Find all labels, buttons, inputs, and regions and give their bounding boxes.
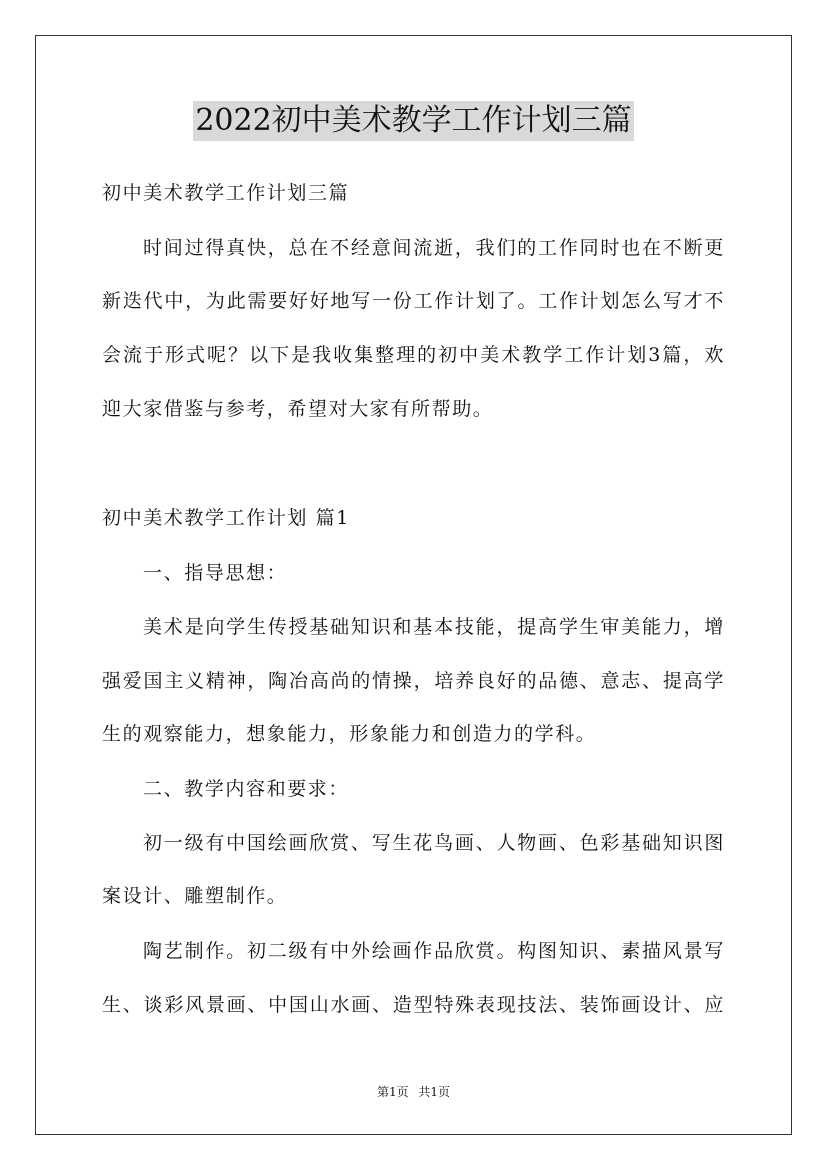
document-subtitle: 初中美术教学工作计划三篇: [102, 182, 350, 204]
part2-line: 案设计、雕塑制作。: [102, 885, 288, 907]
section-heading: 初中美术教学工作计划 篇1: [102, 507, 350, 529]
intro-line: 会流于形式呢？以下是我收集整理的初中美术教学工作计划3篇，欢: [102, 344, 725, 366]
page-footer: [0, 1084, 827, 1100]
part2-line: 初一级有中国绘画欣赏、写生花鸟画、人物画、色彩基础知识图: [143, 832, 725, 854]
part3-line: 生、谈彩风景画、中国山水画、造型特殊表现技法、装饰画设计、应: [102, 994, 725, 1016]
page-total: 共1页: [418, 1085, 451, 1099]
part1-line: 生的观察能力，想象能力，形象能力和创造力的学科。: [102, 723, 597, 745]
intro-line: 时间过得真快，总在不经意间流逝，我们的工作同时也在不断更: [143, 237, 725, 259]
intro-line: 新迭代中，为此需要好好地写一份工作计划了。工作计划怎么写才不: [102, 290, 725, 312]
title-container: [0, 101, 827, 141]
part1-line: 强爱国主义精神，陶冶高尚的情操，培养良好的品德、意志、提高学: [102, 670, 725, 692]
part1-heading: 一、指导思想：: [143, 562, 288, 584]
part2-heading: 二、教学内容和要求：: [143, 778, 350, 800]
intro-line: 迎大家借鉴与参考，希望对大家有所帮助。: [102, 398, 494, 420]
part3-line: 陶艺制作。初二级有中外绘画作品欣赏。构图知识、素描风景写: [143, 940, 725, 962]
page-number: 第1页: [376, 1085, 409, 1099]
document-title: 2022初中美术教学工作计划三篇: [193, 101, 633, 141]
part1-line: 美术是向学生传授基础知识和基本技能，提高学生审美能力，增: [143, 616, 725, 638]
